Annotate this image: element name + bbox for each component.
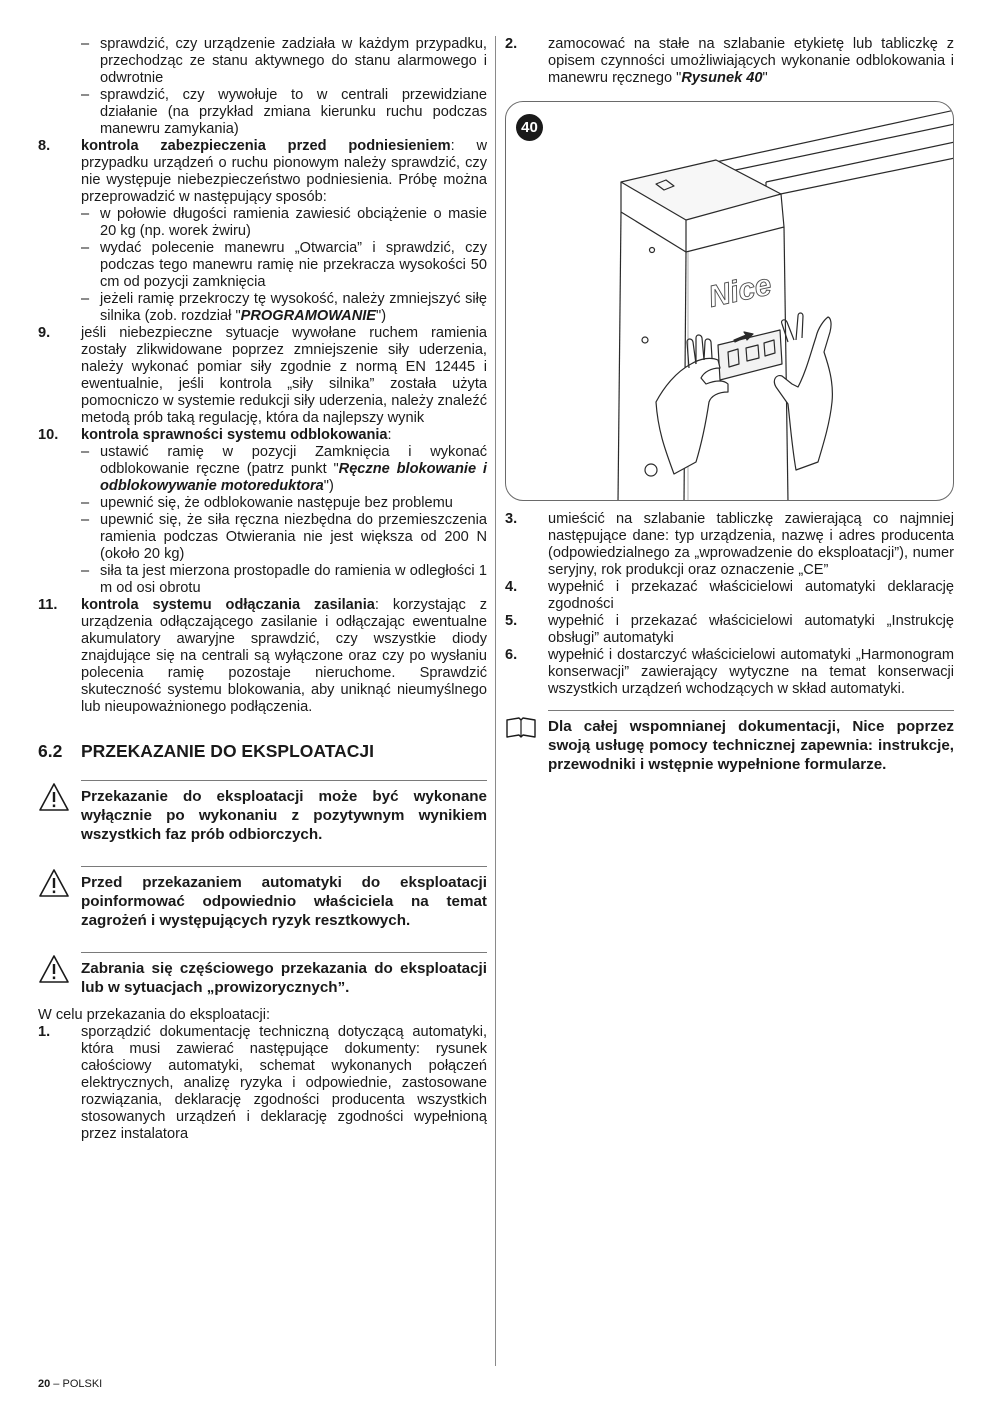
item-11-title: kontrola systemu odłączania zasilania (81, 597, 375, 613)
warning-text: Zabrania się częściowego przekazania do eksploatacji lub w sytuacjach „prowizorycznych”. (81, 952, 487, 997)
barrier-unlock-illustration (506, 102, 954, 501)
item-2: 2. zamocować na stałe na szlabanie etykietę lub tabliczkę z opisem czynności umożliwiających wykonanie odblokowania i manewru ręcznego "Rysunek 40" (505, 36, 954, 86)
item-4: 4. wypełnić i przekazać właścicielowi automatyki deklarację zgodności (505, 579, 954, 612)
list-item: – upewnić się, że siła ręczna niezbędna do przemieszczenia ramienia podczas Otwierania nie jest większa od 200 N (około 20 kg) (81, 512, 487, 562)
note-text: Dla całej wspomnianej dokumentacji, Nice poprzez swoją usługę pomocy technicznej zapewnia: instrukcje, przewodniki i wstępnie wypełnione formularze. (548, 710, 954, 774)
lead-text: W celu przekazania do eksploatacji: (38, 1007, 270, 1023)
warning-block (38, 780, 487, 844)
item-8: 8. kontrola zabezpieczenia przed podniesieniem: w przypadku urządzeń o ruchu pionowym należy sprawdzić, czy nie występuje niebezpieczeństwo podniesienia. Próbę można przeprowadzić w następujący sposób: (38, 138, 487, 205)
right-column (505, 36, 954, 774)
brand-logo: Nice (705, 268, 775, 314)
page-footer: 20 – POLSKI (38, 1378, 103, 1390)
list-item: – ustawić ramię w pozycji Zamknięcia i wykonać odblokowanie ręczne (patrz punkt "Ręczne blokowanie i odblokowywanie motoreduktora") (81, 444, 487, 494)
item-3: 3. umieścić na szlabanie tabliczkę zawierającą co najmniej następujące dane: typ urządzenia, nazwę i adres producenta (odpowiedzialnego za „wprowadzenie do eksploatacji”), numer seryjny, rok produkcji oraz oznaczenie „CE” (505, 511, 954, 578)
item-10-title: kontrola sprawności systemu odblokowania (81, 427, 388, 443)
note-block (505, 710, 954, 774)
book-icon (505, 717, 537, 739)
list-item: – sprawdzić, czy urządzenie zadziała w każdym przypadku, przechodząc ze stanu aktywnego do stanu alarmowego i odwrotnie (81, 36, 487, 86)
warning-text: Przekazanie do eksploatacji może być wykonane wyłącznie po wykonaniu z pozytywnym wynikiem wszystkich faz prób odbiorczych. (81, 780, 487, 844)
list-item: – sprawdzić, czy wywołuje to w centrali przewidziane działanie (na przykład zmiana kierunku ruchu podczas manewru zamykania) (81, 87, 487, 137)
item-1: 1. sporządzić dokumentację techniczną dotyczącą automatyki, która musi zawierać następujące dokumenty: rysunek całościowy automatyki, schemat wykonanych połączeń elektrycznych, analizę ryzyka i odpowiednie, zastosowane rozwiązania, deklarację zgodności producenta wszystkich stosowanych urządzeń i deklarację zgodności wypełnioną przez instalatora (38, 1024, 487, 1142)
item-10: 10. kontrola sprawności systemu odblokowania: (38, 427, 392, 443)
item-8-title: kontrola zabezpieczenia przed podniesieniem (81, 138, 451, 154)
list-item: – wydać polecenie manewru „Otwarcia” i sprawdzić, czy podczas tego manewru ramię nie przekracza wysokości 50 cm od pozycji zamknięcia (81, 240, 487, 290)
figure-number-badge: 40 (516, 114, 543, 141)
list-item: – upewnić się, że odblokowanie następuje bez problemu (81, 495, 453, 511)
warning-icon (38, 954, 70, 984)
warning-icon (38, 868, 70, 898)
list-item: – w połowie długości ramienia zawiesić obciążenie o masie 20 kg (np. worek żwiru) (81, 206, 487, 239)
column-divider (495, 36, 496, 1366)
warning-text: Przed przekazaniem automatyki do eksploatacji poinformować odpowiednio właściciela na temat zagrożeń i występujących ryzyk resztkowych. (81, 866, 487, 930)
figure-40 (505, 101, 954, 501)
left-column (38, 36, 487, 1143)
page-number: 20 (38, 1378, 51, 1390)
warning-icon (38, 782, 70, 812)
item-6: 6. wypełnić i dostarczyć właścicielowi automatyki „Harmonogram konserwacji” zawierający wytyczne na temat konserwacji wszystkich urządzeń wchodzących w skład automatyki. (505, 647, 954, 697)
item-9: 9. jeśli niebezpieczne sytuacje wywołane ruchem ramienia zostały zlikwidowane poprzez zmniejszenie siły uderzenia, należy wykonać pomiar siły zgodnie z normą EN 12445 i ewentualnie, jeśli kontrola „siły silnika” została użyta pomocniczo w systemie redukcji siły uderzenia, należy znaleźć metodą prób taką regulację, która da najlepszy wynik (38, 325, 487, 426)
language-label: POLSKI (62, 1378, 103, 1390)
warning-block (38, 866, 487, 930)
section-heading: 6.2 PRZEKAZANIE DO EKSPLOATACJI (38, 741, 374, 761)
list-item: – siła ta jest mierzona prostopadle do ramienia w odległości 1 m od osi obrotu (81, 563, 487, 596)
item-11: 11. kontrola systemu odłączania zasilania: korzystając z urządzenia odłączającego zasilanie i odłączając ewentualne akumulatory awaryjne sprawdzić, czy wszystkie diody znajdujące się na centrali są wyłączone oraz czy po wysłaniu polecenia ramię pozostaje nieruchome. Sprawdzić skuteczność systemu blokowania, aby uniknąć nieumyślnego lub nieupoważnionego podłączenia. (38, 597, 487, 715)
warning-block (38, 952, 487, 997)
list-item: – jeżeli ramię przekroczy tę wysokość, należy zmniejszyć siłę silnika (zob. rozdział "PROGRAMOWANIE") (81, 291, 487, 324)
item-5: 5. wypełnić i przekazać właścicielowi automatyki „Instrukcję obsługi” automatyki (505, 613, 954, 646)
